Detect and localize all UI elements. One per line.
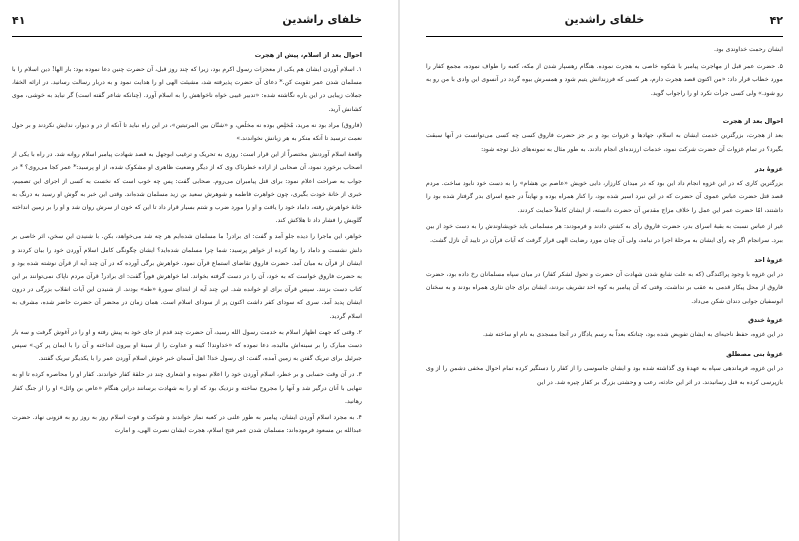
paragraph: در این غزوه، حفظ ناحیه‌ای به ایشان تفویض شده بود، چنانکه بعداً به رسم یادگار در آنجا مسجدی به نام او ساخته شد. xyxy=(482,331,783,339)
paragraph: (فاروق) مراد بود نه مرید، مُخلِص بوده نه مخلَص، و «شنّان بین المرتبتین»، در این راه نباید تا آنکه از در و دیوار، ندایش نکردند و بر حول نعمت ترسید تا آنکه منکر به هر زبانش نخواندند.» xyxy=(12,121,362,143)
paragraph: غیر از عباس نسبت به بقیهٔ اسرای بدر، حضرت فاروق رأی به کشتن دادند و فرمودند: هر مسلمانی باید خویشاوندش را به دست خود از بین ببرد. سرانجام اگر چه رأی ایشان به مرحلهٔ اجرا در نیامد، ولی آن چنان مورد رضایت الهی قرار گرفت که آیات قرآن در تایید آن نازل گشت. xyxy=(426,223,783,244)
paragraph: ایشان رحمت خداوندی بود. xyxy=(714,46,783,53)
right-page-content xyxy=(426,37,783,389)
section-heading: غزوهٔ احد xyxy=(754,255,783,264)
left-page-header xyxy=(12,10,362,37)
page-number: ۴۲ xyxy=(769,14,783,27)
paragraph: ۳. در آن وقت حسابی و بر خطر، اسلام آوردن خود را اعلام نموده و اشعاری چند در حلقهٔ کفار خواندند. کفار او را محاصره کرده تا او به تنهایی با آنان درگیر شد و آنها را مجروح ساخته و نزدیک بود که او را به شهادت برسانند دراین هنگام «عاص بن وائل» او را از جنگ کفار رهانید. xyxy=(12,371,362,405)
section-heading: احوال بعد از اسلام، پیش از هجرت xyxy=(254,51,362,59)
right-page xyxy=(400,0,799,541)
page-number: ۴۱ xyxy=(12,14,26,27)
paragraph: بعد از هجرت، بزرگترین خدمت ایشان به اسلام، جهادها و غزوات بود و بر جز حضرت فاروق کسی چه کسی می‌توانست در آنها سبقت بگیرد؟ در تمام غزوات آن حضرت شرکت نمود، خدمات ارزنده‌ای انجام دادند. به طور مثال به نمونه‌های ذیل توجه شود: xyxy=(426,132,783,153)
paragraph: در این غزوه با وجود پراکندگی (که به علت شایع شدن شهادت آن حضرت و تحول لشکر کفار) در میان سپاه مسلمانان رخ داده بود، حضرت فاروق از محل پیکار قدمی به عقب بر نداشت. وقتی که آن پیامبر به کوه احد تشریف بردند، ایشان برای جان نثاری همراه بودند و به سخنان ابوسفیان جوابی دندان شکن می‌داد. xyxy=(426,270,783,305)
paragraph: در این غزوه، فرماندهی سپاه به عهدهٔ وی گذاشته شده بود و ایشان جاسوسی را از کفار را دستگیر کرده تمام احوال مخفی دشمن را از وی بازپرسی کرده به قتل رسانیدند. در اثر این حادثه، رعب و وحشتی بزرگ بر کفار چیره شد. در این xyxy=(426,364,783,386)
paragraph: خواهر، این ماجرا را دیده جلو آمد و گفت: ای برادر! ما مسلمان شده‌ایم هر چه شد می‌خواهد، بکن. با شنیدن این سخن، اثر خاصی بر دلش نشست و داماد را رها کرده از خواهر پرسید: شما چرا مسلمان شده‌اید؟ ایشان چگونگی کامل اسلام آوردن خود را بیان کردند و ایشان از قرآن به میان آمد. حضرت فاروق تقاضای استماع قرآن نمود. خواهرش برگی آورده که در آن چند آیه از قرآن نوشته شده بود و به حضرت فاروق خواست که به خود، آن را در دست گرفته بخواند. اما خواهرش فوراً گفت: ای برادر! قرآن مردم ناپاک نمی‌توانند بر این کتاب دست بزنند. سپس قرآن برای او خوانده شد. این چند آیه از ابتدای سورهٔ «طه» بودند. از شنیدن این آیات انقلاب بزرگی در درون ایشان پدید آمد. سری که سودای کفر داشت اکنون پر از سودای اسلام است. همان زمان در محضر آن حضرت حاضر شده، مشرف به اسلام گردید. xyxy=(12,233,362,320)
left-page-content xyxy=(12,37,362,437)
paragraph: ۵. حضرت عمر قبل از مهاجرت پیامبر با شکوه خاصی به هجرت نموده. هنگام رهسپار شدن از مکه، کعبه را طواف نموده، مجمع کفار را مورد خطاب قرار داد: «من اکنون قصد هجرت دارم، هر کسی که فرزندانش یتیم شود و همسرش بیوه گردد در آنسوی این وادی با من رو به رو شود.» ولی کسی جرأت نکرد او را راجواب گوید. xyxy=(426,62,783,97)
paragraph: ۴. به مجرد اسلام آوردن ایشان، پیامبر به طور علنی در کعبه نماز خواندند و شوکت و قوت اسلام روز به روز رو به فزونی نهاد. حضرت عبدالله بن مسعود فرموده‌اند: مسلمان شدن عمر فتح اسلام، هجرت ایشان نصرت الهی، و امارت xyxy=(12,414,362,435)
running-title: خلفای راشدین xyxy=(564,13,645,26)
paragraph: واقعهٔ اسلام آوردنش مختصراً از این قرار است: روزی به تحریک و ترغیب ابوجهل به قصد شهادت پیامبر اسلام روانه شد. در راه با یکی از اصحاب برخورد نمود، آن صحابی از اراده خطرناک وی که از دیگر وضعیت ظاهری او مشکوک شده، از او پرسید:* عمر کجا می‌روی؟ * در جواب به صراحت اعلام نمود: برای قتل پیامبران می‌روم. صحابی گفت: پس چه خوب است که نخست به کسی از اجرای این تصمیم، خبری از خانهٔ خودت بگیری، چون خواهرت فاطمه و شوهرش سعید بن زید مسلمان شده‌اند. وقتی این خبر به گوش او رسید به درنگ به خانهٔ خواهرش رفته، داماد خود را یافت و او را مورد ضرب و شتم بسیار قرار داد تا این که خون از سرش روان شد و او را بر زمین انداخته گلویش را فشار داد تا هلاکش کند. xyxy=(12,151,362,225)
section-heading: غزوهٔ خندق xyxy=(748,316,783,325)
right-page-header xyxy=(426,10,783,37)
running-title: خلفای راشدین xyxy=(282,13,362,26)
paragraph: بزرگترین کاری که در این غزوه انجام داد این بود که در میدان کارزار، دایی خویش «عاصم بن هشام» را به دست خود نابود ساخت. مردم قصد قتل حضرت عباس عموی آن حضرت که در این نبرد اسیر شده بود، را کنار همراه بوده و نهایتاً در جمع اسرای بدر گرفتار شده بود را داشتند، امّا حضرت عمر این عمل را خلاف مزاج مقدس آن حضرت دانسته، از ایشان کاملاً حمایت کردند. xyxy=(426,179,783,214)
section-heading: احوال بعد از هجرت xyxy=(722,117,783,126)
section-heading: غزوهٔ بنی مصطلق xyxy=(726,349,783,358)
paragraph: ۱. اسلام آوردن ایشان هم یکی از معجزات رسول اکرم بود، زیرا که چند روز قبل، آن حضرت چنین دعا نموده بود: بار الها! دین اسلام را با مسلمان شدن عمر تقویت کن.* دعای آن حضرت پذیرفته شد، مشیئت الهی او را هدایت نمود و به دربار رسالت رسانید. در ارائه الخفا، جملات زیبایی در این باره نگاشته شده: «تدبیر غیبی خواه ناخواهش را به اسلام آورد. (چنانکه شاعر گفته است) گر نباید به خوشی، موی کشانش آرید. xyxy=(12,66,362,113)
section-heading: غزوهٔ بدر xyxy=(754,164,783,173)
paragraph: ۲. وقتی که جهت اظهار اسلام به خدمت رسول الله رسید، آن حضرت چند قدم از جای خود به پیش رفته و او را در آغوش گرفت و سه بار دست مبارک را بر سینه‌اش مالیده، دعا نموده که «خداوندا! کینه و عداوت را از سینهٔ او بیرون انداخته و آن را با ایمان پر کن.» سپس جبرئیل برای تبریک گفتن به زمین آمده، گفت: ای رسول خدا! اهل آسمان خبر خوش اسلام آوردن عمر را با یکدیگر تبریک گفتند. xyxy=(12,328,362,363)
